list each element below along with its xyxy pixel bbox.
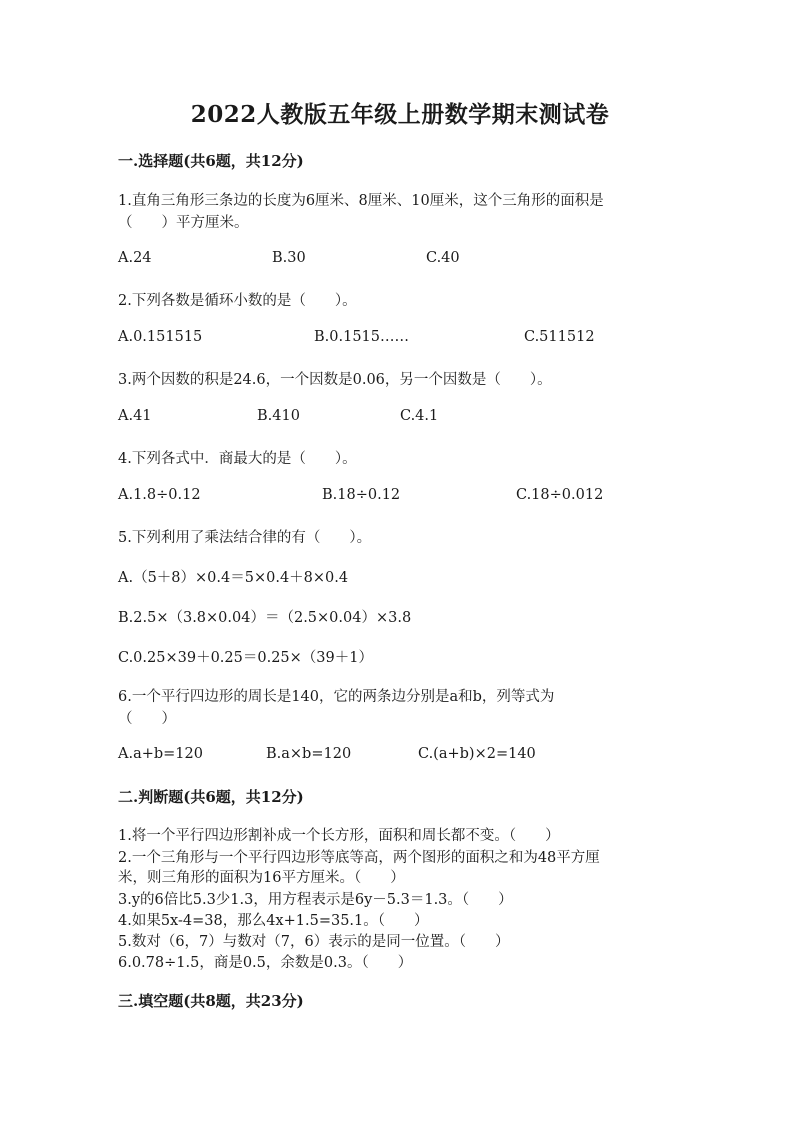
option-b: B.18÷0.12 [322, 487, 401, 503]
option-a: A.41 [118, 408, 152, 424]
statement-item: 5.数对（6，7）与数对（7，6）表示的是同一位置。（ ） [118, 934, 510, 950]
option-b: B.0.1515…… [314, 329, 410, 345]
option-b: B.30 [272, 250, 306, 266]
question-text: 6.一个平行四边形的周长是140，它的两条边分别是a和b，列等式为 [118, 689, 555, 705]
option-a: A.1.8÷0.12 [118, 487, 201, 503]
option-a: A.（5＋8）×0.4＝5×0.4＋8×0.4 [118, 570, 349, 586]
question-text: 1.直角三角形三条边的长度为6厘米、8厘米、10厘米，这个三角形的面积是 [118, 193, 604, 209]
statement-item: 2.一个三角形与一个平行四边形等底等高，两个图形的面积之和为48平方厘 [118, 850, 600, 866]
question-text: 5.下列利用了乘法结合律的有（ ）。 [118, 530, 372, 546]
option-c: C.(a+b)×2=140 [418, 746, 536, 762]
option-a: A.24 [118, 250, 152, 266]
question-text: 3.两个因数的积是24.6，一个因数是0.06，另一个因数是（ ）。 [118, 372, 552, 388]
option-a: A.0.151515 [118, 329, 203, 345]
section-heading-choice: 一.选择题(共6题，共12分) [118, 152, 304, 170]
option-b: B.2.5×（3.8×0.04）＝（2.5×0.04）×3.8 [118, 610, 412, 626]
option-c: C.40 [426, 250, 460, 266]
section-heading-fill-in: 三.填空题(共8题，共23分) [118, 992, 304, 1010]
statement-item: 米，则三角形的面积为16平方厘米。（ ） [118, 870, 405, 886]
option-c: C.511512 [524, 329, 595, 345]
option-c: C.18÷0.012 [516, 487, 604, 503]
question-text: 2.下列各数是循环小数的是（ ）。 [118, 293, 357, 309]
question-text: 4.下列各式中．商最大的是（ ）。 [118, 451, 357, 467]
option-b: B.410 [257, 408, 300, 424]
question-text: （ ） [118, 711, 176, 727]
option-a: A.a+b=120 [118, 746, 203, 762]
question-text: （ ）平方厘米。 [118, 215, 249, 231]
option-b: B.a×b=120 [266, 746, 352, 762]
option-c: C.4.1 [400, 408, 439, 424]
section-heading-true-false: 二.判断题(共6题，共12分) [118, 788, 304, 806]
statement-item: 3.y的6倍比5.3少1.3，用方程表示是6y－5.3＝1.3。（ ） [118, 892, 513, 908]
page-title: 2022人教版五年级上册数学期末测试卷 [190, 101, 610, 128]
statement-item: 4.如果5x-4=38，那么4x+1.5=35.1。（ ） [118, 913, 429, 929]
statement-item: 6.0.78÷1.5，商是0.5，余数是0.3。（ ） [118, 955, 413, 971]
option-c: C.0.25×39＋0.25＝0.25×（39＋1） [118, 650, 373, 666]
statement-item: 1.将一个平行四边形割补成一个长方形，面积和周长都不变。（ ） [118, 828, 560, 844]
